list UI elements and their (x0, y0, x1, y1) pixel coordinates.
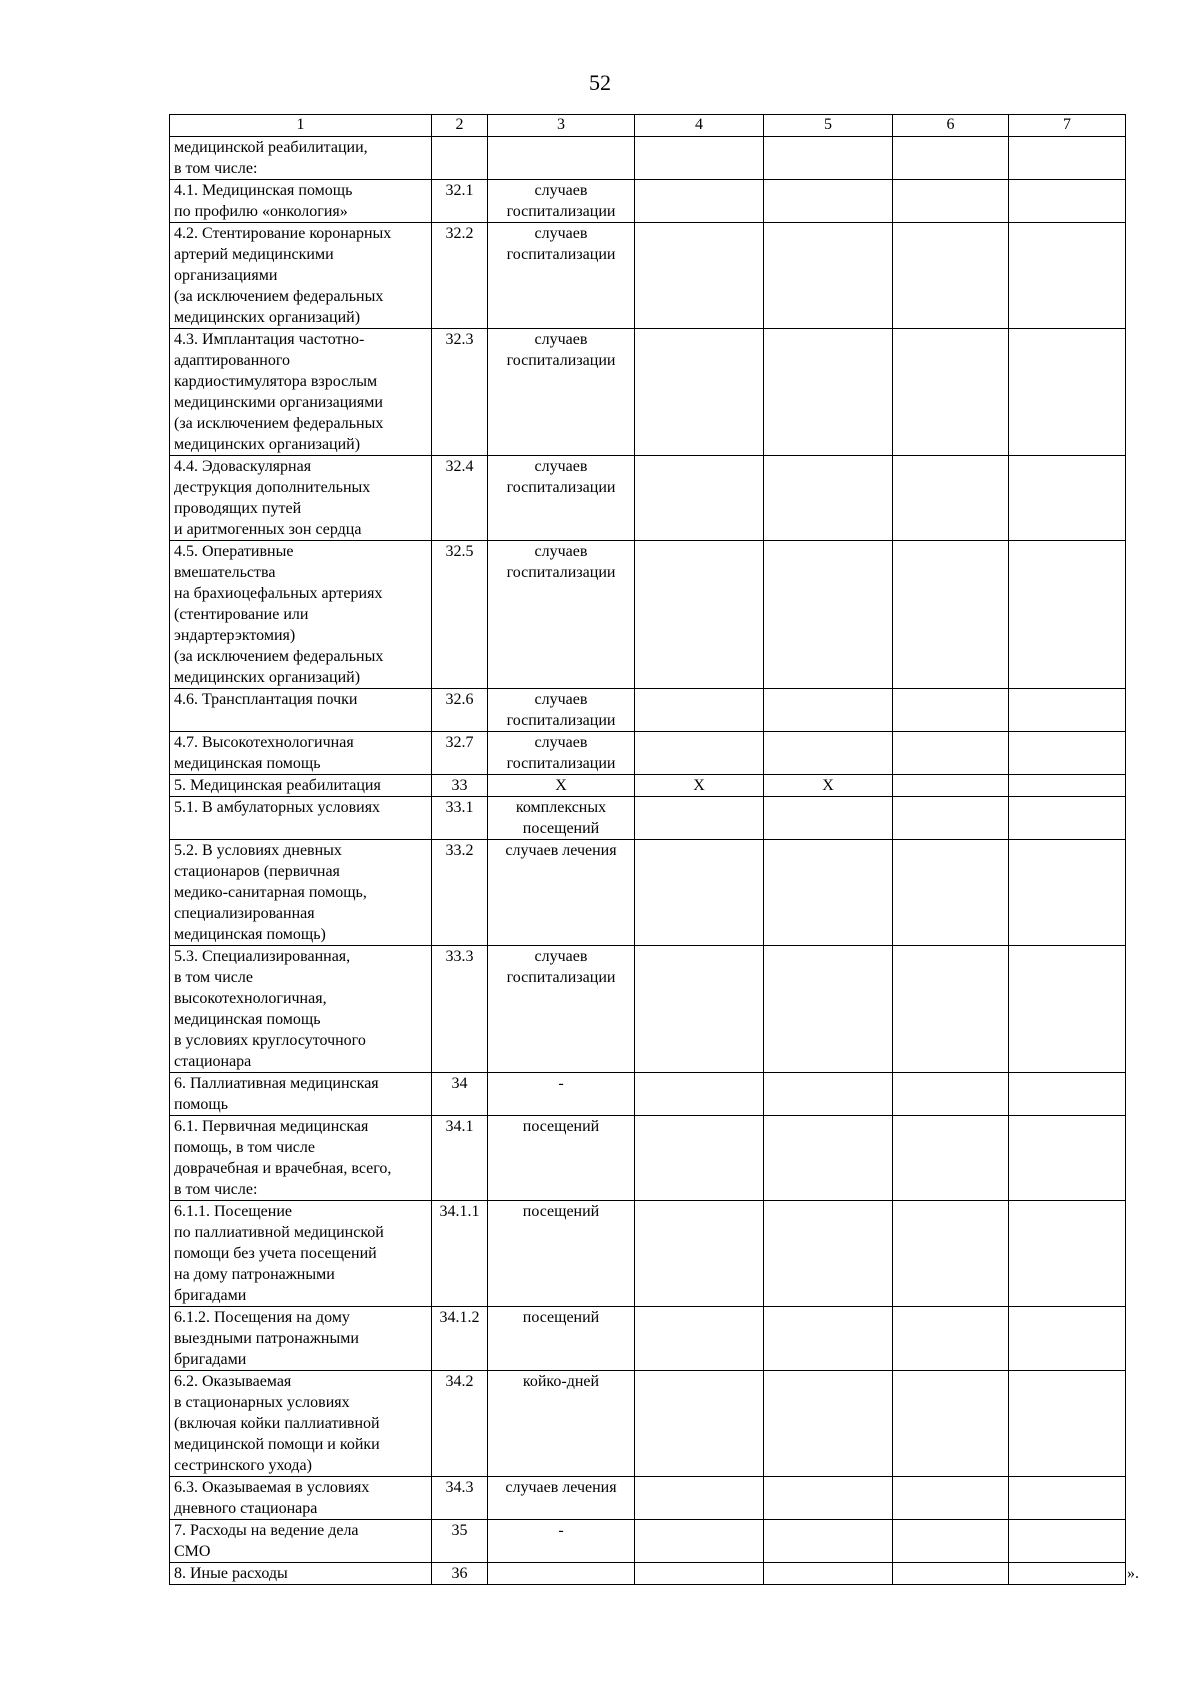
row-col4-cell (635, 1307, 764, 1371)
row-col7-cell (1009, 180, 1126, 223)
table-row (170, 329, 1126, 456)
row-code-cell: 32.3 (432, 329, 488, 456)
row-col6-cell (893, 1201, 1009, 1307)
row-code-cell: 32.2 (432, 223, 488, 329)
row-name-cell: 4.1. Медицинская помощь по профилю «онкология» (170, 180, 432, 223)
row-col7-cell (1009, 1116, 1126, 1201)
table-row (170, 223, 1126, 329)
row-name-cell: 4.2. Стентирование коронарных артерий медицинскими организациями (за исключением федеральных медицинских организаций) (170, 223, 432, 329)
row-unit-cell: случаев госпитализации (488, 456, 635, 541)
row-unit-cell: случаев госпитализации (488, 223, 635, 329)
row-col5-cell (764, 1563, 893, 1585)
row-unit-cell: случаев госпитализации (488, 541, 635, 689)
row-col7-cell (1009, 797, 1126, 840)
row-col6-cell (893, 1563, 1009, 1585)
row-col5-cell (764, 137, 893, 180)
header-row (170, 115, 1126, 137)
row-code-cell: 33.3 (432, 946, 488, 1073)
row-code-cell: 36 (432, 1563, 488, 1585)
row-col6-cell (893, 456, 1009, 541)
row-name-cell: 5.1. В амбулаторных условиях (170, 797, 432, 840)
row-col4-cell (635, 1520, 764, 1563)
row-col4-cell: Х (635, 775, 764, 797)
table-row (170, 840, 1126, 946)
row-code-cell: 33.2 (432, 840, 488, 946)
row-unit-cell: - (488, 1073, 635, 1116)
table-row (170, 137, 1126, 180)
table-row (170, 1201, 1126, 1307)
table-row (170, 456, 1126, 541)
row-col4-cell (635, 223, 764, 329)
row-code-cell: 34.1 (432, 1116, 488, 1201)
row-unit-cell: случаев госпитализации (488, 689, 635, 732)
row-col4-cell (635, 329, 764, 456)
row-col6-cell (893, 732, 1009, 775)
row-col4-cell (635, 946, 764, 1073)
table-row (170, 1477, 1126, 1520)
row-col7-cell (1009, 329, 1126, 456)
closing-quote-mark: ». (1127, 1565, 1139, 1582)
row-col5-cell (764, 1477, 893, 1520)
row-code-cell: 32.7 (432, 732, 488, 775)
table-row (170, 180, 1126, 223)
row-col6-cell (893, 797, 1009, 840)
row-col7-cell (1009, 946, 1126, 1073)
row-name-cell: медицинской реабилитации, в том числе: (170, 137, 432, 180)
row-name-cell: 6.1. Первичная медицинская помощь, в том числе доврачебная и врачебная, всего, в том числе: (170, 1116, 432, 1201)
row-unit-cell: посещений (488, 1307, 635, 1371)
row-name-cell: 7. Расходы на ведение дела СМО (170, 1520, 432, 1563)
row-col4-cell (635, 1477, 764, 1520)
row-col5-cell (764, 797, 893, 840)
row-col6-cell (893, 689, 1009, 732)
row-col5-cell (764, 1073, 893, 1116)
row-col5-cell (764, 1520, 893, 1563)
row-code-cell: 34.2 (432, 1371, 488, 1477)
row-name-cell: 5. Медицинская реабилитация (170, 775, 432, 797)
row-col7-cell (1009, 1201, 1126, 1307)
row-col6-cell (893, 137, 1009, 180)
row-col6-cell (893, 223, 1009, 329)
row-col7-cell (1009, 1520, 1126, 1563)
table-body (170, 137, 1126, 1585)
row-col5-cell (764, 223, 893, 329)
row-code-cell: 33.1 (432, 797, 488, 840)
row-unit-cell: случаев лечения (488, 840, 635, 946)
row-col6-cell (893, 329, 1009, 456)
row-unit-cell: случаев госпитализации (488, 732, 635, 775)
row-col6-cell (893, 946, 1009, 1073)
row-col5-cell (764, 541, 893, 689)
table-row (170, 1563, 1126, 1585)
table-row (170, 541, 1126, 689)
row-unit-cell: случаев госпитализации (488, 180, 635, 223)
table-row (170, 1116, 1126, 1201)
row-name-cell: 4.4. Эдоваскулярная деструкция дополнительных проводящих путей и аритмогенных зон сердца (170, 456, 432, 541)
row-col5-cell (764, 946, 893, 1073)
table-row (170, 1307, 1126, 1371)
row-name-cell: 6. Паллиативная медицинская помощь (170, 1073, 432, 1116)
row-unit-cell: случаев госпитализации (488, 329, 635, 456)
row-col6-cell (893, 1307, 1009, 1371)
row-code-cell: 32.6 (432, 689, 488, 732)
data-table (169, 114, 1126, 1585)
table-row (170, 732, 1126, 775)
row-col4-cell (635, 541, 764, 689)
row-unit-cell: - (488, 1520, 635, 1563)
row-name-cell: 6.2. Оказываемая в стационарных условиях (включая койки паллиативной медицинской помощи и койки сестринского ухода) (170, 1371, 432, 1477)
row-col7-cell (1009, 541, 1126, 689)
row-code-cell: 32.4 (432, 456, 488, 541)
row-unit-cell (488, 137, 635, 180)
header-cell-4: 4 (635, 115, 764, 137)
row-name-cell: 6.1.1. Посещение по паллиативной медицинской помощи без учета посещений на дому патронажными бригадами (170, 1201, 432, 1307)
row-unit-cell (488, 1563, 635, 1585)
row-unit-cell: комплексных посещений (488, 797, 635, 840)
table-row (170, 689, 1126, 732)
row-col4-cell (635, 840, 764, 946)
row-name-cell: 5.3. Специализированная, в том числе высокотехнологичная, медицинская помощь в условиях круглосуточного стационара (170, 946, 432, 1073)
row-col7-cell (1009, 1073, 1126, 1116)
row-col5-cell: Х (764, 775, 893, 797)
row-code-cell: 34.3 (432, 1477, 488, 1520)
row-col7-cell (1009, 775, 1126, 797)
row-col4-cell (635, 1073, 764, 1116)
row-col6-cell (893, 1116, 1009, 1201)
table-row (170, 775, 1126, 797)
row-col7-cell (1009, 137, 1126, 180)
row-code-cell: 32.1 (432, 180, 488, 223)
header-cell-7: 7 (1009, 115, 1126, 137)
row-code-cell: 34 (432, 1073, 488, 1116)
row-col4-cell (635, 1563, 764, 1585)
row-code-cell: 32.5 (432, 541, 488, 689)
row-col6-cell (893, 541, 1009, 689)
row-col7-cell (1009, 732, 1126, 775)
table-row (170, 1073, 1126, 1116)
row-unit-cell: случаев госпитализации (488, 946, 635, 1073)
row-col4-cell (635, 137, 764, 180)
row-col7-cell (1009, 456, 1126, 541)
row-col4-cell (635, 732, 764, 775)
row-name-cell: 4.5. Оперативные вмешательства на брахиоцефальных артериях (стентирование или эндартерэктомия) (за исключением федеральных медицинских организаций) (170, 541, 432, 689)
row-code-cell: 35 (432, 1520, 488, 1563)
header-cell-5: 5 (764, 115, 893, 137)
row-col6-cell (893, 1477, 1009, 1520)
page-number: 52 (589, 70, 611, 95)
row-name-cell: 6.3. Оказываемая в условиях дневного стационара (170, 1477, 432, 1520)
row-col7-cell (1009, 1371, 1126, 1477)
row-col6-cell (893, 775, 1009, 797)
row-col5-cell (764, 1201, 893, 1307)
row-col4-cell (635, 1116, 764, 1201)
row-code-cell (432, 137, 488, 180)
row-col5-cell (764, 840, 893, 946)
row-col5-cell (764, 732, 893, 775)
row-code-cell: 34.1.2 (432, 1307, 488, 1371)
row-col6-cell (893, 180, 1009, 223)
row-col4-cell (635, 1201, 764, 1307)
row-col6-cell (893, 1073, 1009, 1116)
header-cell-1: 1 (170, 115, 432, 137)
table-row (170, 1520, 1126, 1563)
row-col7-cell (1009, 223, 1126, 329)
row-code-cell: 33 (432, 775, 488, 797)
row-name-cell: 4.6. Трансплантация почки (170, 689, 432, 732)
row-col7-cell (1009, 689, 1126, 732)
row-col7-cell (1009, 840, 1126, 946)
row-unit-cell: Х (488, 775, 635, 797)
row-col4-cell (635, 797, 764, 840)
row-col6-cell (893, 1520, 1009, 1563)
row-unit-cell: койко-дней (488, 1371, 635, 1477)
header-cell-6: 6 (893, 115, 1009, 137)
table-row (170, 1371, 1126, 1477)
row-col6-cell (893, 1371, 1009, 1477)
row-name-cell: 6.1.2. Посещения на дому выездными патронажными бригадами (170, 1307, 432, 1371)
row-unit-cell: посещений (488, 1116, 635, 1201)
row-col5-cell (764, 180, 893, 223)
row-code-cell: 34.1.1 (432, 1201, 488, 1307)
row-col5-cell (764, 689, 893, 732)
table-row (170, 797, 1126, 840)
row-col5-cell (764, 1116, 893, 1201)
row-col5-cell (764, 1371, 893, 1477)
table-row (170, 946, 1126, 1073)
header-cell-2: 2 (432, 115, 488, 137)
row-name-cell: 8. Иные расходы (170, 1563, 432, 1585)
row-col4-cell (635, 689, 764, 732)
row-col5-cell (764, 329, 893, 456)
row-name-cell: 4.3. Имплантация частотно- адаптированного кардиостимулятора взрослым медицинскими организациями (за исключением федеральных медицинских организаций) (170, 329, 432, 456)
row-col4-cell (635, 1371, 764, 1477)
header-cell-3: 3 (488, 115, 635, 137)
row-col7-cell (1009, 1477, 1126, 1520)
row-col5-cell (764, 1307, 893, 1371)
row-col4-cell (635, 456, 764, 541)
row-col5-cell (764, 456, 893, 541)
row-col7-cell (1009, 1307, 1126, 1371)
row-unit-cell: посещений (488, 1201, 635, 1307)
row-col6-cell (893, 840, 1009, 946)
row-col4-cell (635, 180, 764, 223)
row-col7-cell (1009, 1563, 1126, 1585)
row-name-cell: 4.7. Высокотехнологичная медицинская помощь (170, 732, 432, 775)
row-name-cell: 5.2. В условиях дневных стационаров (первичная медико-санитарная помощь, специализированная медицинская помощь) (170, 840, 432, 946)
row-unit-cell: случаев лечения (488, 1477, 635, 1520)
